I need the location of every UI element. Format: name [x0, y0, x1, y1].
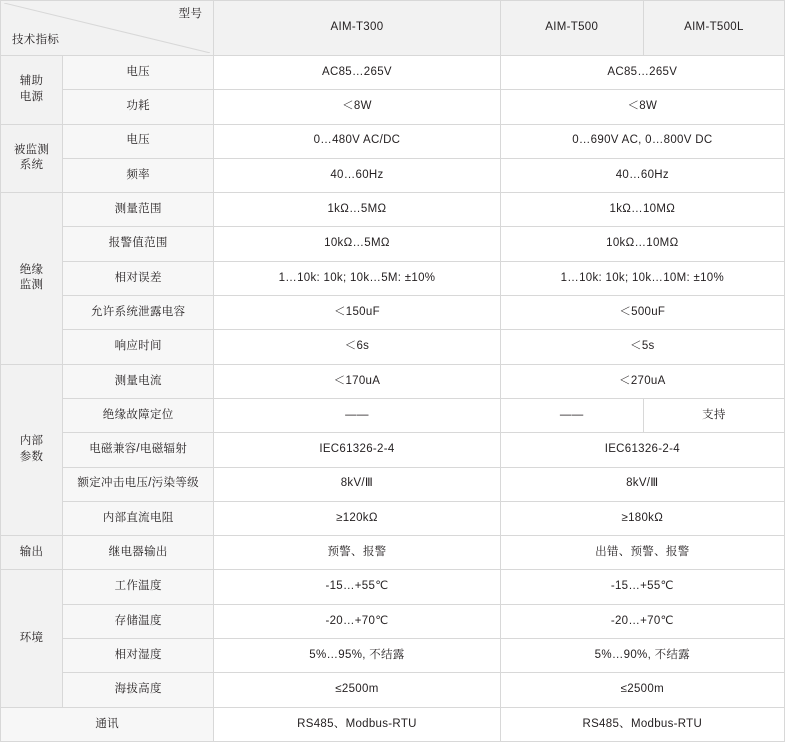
value-t500-merged: ＜270uA — [500, 364, 784, 398]
table-row — [1, 364, 785, 398]
row-item-label: 功耗 — [63, 90, 214, 124]
header-col-t500l: AIM-T500L — [643, 1, 784, 56]
value-t300: 预警、报警 — [214, 536, 500, 570]
value-t500-merged: 8kV/Ⅲ — [500, 467, 784, 501]
value-t500-merged: 40…60Hz — [500, 158, 784, 192]
group-label-aux-power: 辅助 电源 — [1, 56, 63, 125]
group-label-environment: 环境 — [1, 570, 63, 707]
row-item-label: 测量电流 — [63, 364, 214, 398]
value-t300: 1…10k: 10k; 10k…5M: ±10% — [214, 261, 500, 295]
value-t300: 40…60Hz — [214, 158, 500, 192]
table-row — [1, 158, 785, 192]
value-t300: ＜170uA — [214, 364, 500, 398]
value-t300: 0…480V AC/DC — [214, 124, 500, 158]
table-row — [1, 398, 785, 432]
row-item-label: 电压 — [63, 124, 214, 158]
value-t300: AC85…265V — [214, 56, 500, 90]
value-t300: RS485、Modbus-RTU — [214, 707, 500, 741]
row-item-label: 相对湿度 — [63, 639, 214, 673]
group-label-insulation-monitoring: 绝缘 监测 — [1, 193, 63, 364]
value-t300: —— — [214, 398, 500, 432]
value-t500-merged: ≥180kΩ — [500, 501, 784, 535]
table-row — [1, 673, 785, 707]
row-item-label: 相对误差 — [63, 261, 214, 295]
value-t300: 10kΩ…5MΩ — [214, 227, 500, 261]
group-label-monitored-system: 被监测 系统 — [1, 124, 63, 193]
table-row — [1, 56, 785, 90]
value-t300: ＜8W — [214, 90, 500, 124]
value-t300: IEC61326-2-4 — [214, 433, 500, 467]
row-item-label: 报警值范围 — [63, 227, 214, 261]
table-row — [1, 570, 785, 604]
row-item-label: 绝缘故障定位 — [63, 398, 214, 432]
table-row — [1, 639, 785, 673]
table-row — [1, 501, 785, 535]
value-t500-merged: 0…690V AC, 0…800V DC — [500, 124, 784, 158]
row-item-label: 继电器输出 — [63, 536, 214, 570]
value-t500-merged: ≤2500m — [500, 673, 784, 707]
header-col-t300: AIM-T300 — [214, 1, 500, 56]
value-t300: ＜6s — [214, 330, 500, 364]
row-item-label: 海拔高度 — [63, 673, 214, 707]
table-row — [1, 90, 785, 124]
table-header-row — [1, 1, 785, 56]
table-row — [1, 296, 785, 330]
table-row — [1, 707, 785, 741]
group-label-internal-parameters: 内部 参数 — [1, 364, 63, 535]
table-row — [1, 604, 785, 638]
row-item-label: 允许系统泄露电容 — [63, 296, 214, 330]
row-item-label: 内部直流电阻 — [63, 501, 214, 535]
header-col-t500: AIM-T500 — [500, 1, 643, 56]
table-row — [1, 330, 785, 364]
value-t500-merged: AC85…265V — [500, 56, 784, 90]
value-t300: 8kV/Ⅲ — [214, 467, 500, 501]
header-model-label: 型号 — [178, 8, 203, 20]
row-item-label: 测量范围 — [63, 193, 214, 227]
row-item-label: 额定冲击电压/污染等级 — [63, 467, 214, 501]
value-t500-merged: 5%…90%, 不结露 — [500, 639, 784, 673]
row-item-label-communication: 通讯 — [1, 707, 214, 741]
value-t300: -15…+55℃ — [214, 570, 500, 604]
header-spec-label: 技术指标 — [12, 34, 60, 47]
value-t300: ＜150uF — [214, 296, 500, 330]
value-t500-merged: IEC61326-2-4 — [500, 433, 784, 467]
table-row — [1, 193, 785, 227]
value-t500-merged: 1…10k: 10k; 10k…10M: ±10% — [500, 261, 784, 295]
value-t300: -20…+70℃ — [214, 604, 500, 638]
value-t500: —— — [500, 398, 643, 432]
row-item-label: 响应时间 — [63, 330, 214, 364]
header-corner-cell — [1, 1, 214, 56]
row-item-label: 存储温度 — [63, 604, 214, 638]
value-t500-merged: 1kΩ…10MΩ — [500, 193, 784, 227]
value-t500-merged: -15…+55℃ — [500, 570, 784, 604]
row-item-label: 电磁兼容/电磁辐射 — [63, 433, 214, 467]
value-t500-merged: 10kΩ…10MΩ — [500, 227, 784, 261]
table-row — [1, 227, 785, 261]
value-t500-merged: 出错、预警、报警 — [500, 536, 784, 570]
value-t500-merged: -20…+70℃ — [500, 604, 784, 638]
row-item-label: 频率 — [63, 158, 214, 192]
table-row — [1, 536, 785, 570]
value-t500-merged: ＜500uF — [500, 296, 784, 330]
table-row — [1, 261, 785, 295]
value-t300: ≤2500m — [214, 673, 500, 707]
table-row — [1, 124, 785, 158]
value-t500l: 支持 — [643, 398, 784, 432]
table-row — [1, 433, 785, 467]
value-t500-merged: ＜5s — [500, 330, 784, 364]
group-label-output: 输出 — [1, 536, 63, 570]
row-item-label: 电压 — [63, 56, 214, 90]
table-row — [1, 467, 785, 501]
value-t500-merged: RS485、Modbus-RTU — [500, 707, 784, 741]
value-t500-merged: ＜8W — [500, 90, 784, 124]
value-t300: 1kΩ…5MΩ — [214, 193, 500, 227]
row-item-label: 工作温度 — [63, 570, 214, 604]
value-t300: ≥120kΩ — [214, 501, 500, 535]
value-t300: 5%…95%, 不结露 — [214, 639, 500, 673]
